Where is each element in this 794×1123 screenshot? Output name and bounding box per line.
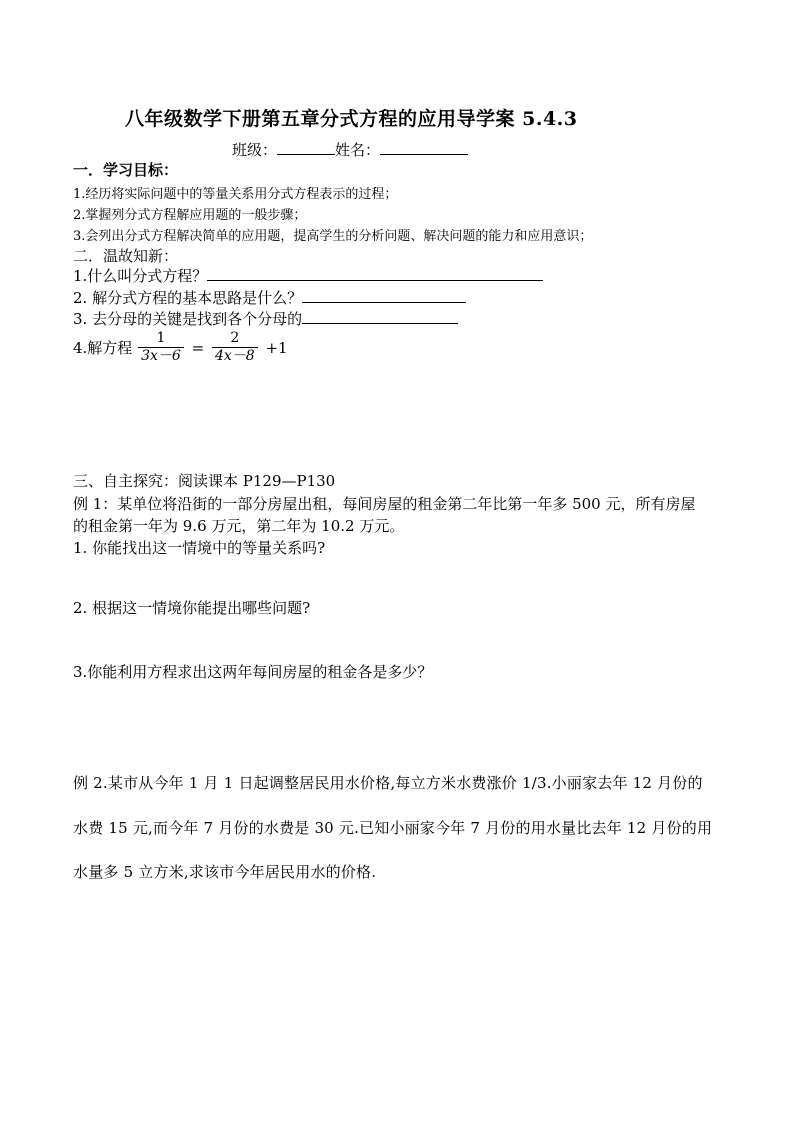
example2-line-2: 水费 15 元,而今年 7 月份的水费是 30 元.已知小丽家今年 7 月份的用水量比去年 12 月份的用 (73, 819, 713, 837)
class-label: 班级： (232, 141, 278, 159)
review-answer-blank-1[interactable] (207, 266, 543, 281)
example1-line-2: 的租金第一年为 9.6 万元，第二年为 10.2 万元。 (73, 517, 405, 535)
name-label: 姓名： (335, 141, 381, 159)
explore-question-2: 2. 根据这一情境你能提出哪些问题? (73, 599, 311, 617)
example1-line-1: 例 1：某单位将沿街的一部分房屋出租，每间房屋的租金第二年比第一年多 500 元，所有房屋 (73, 495, 696, 513)
review-answer-blank-3[interactable] (302, 309, 458, 324)
example2-line-1: 例 2.某市从今年 1 月 1 日起调整居民用水价格,每立方米水费涨价 1/3.小丽家去年 12 月份的 (73, 774, 703, 792)
student-info-line (232, 139, 468, 160)
equation-plus-one: +1 (265, 338, 288, 357)
explore-question-1: 1. 你能找出这一情境中的等量关系吗? (73, 539, 326, 557)
goal-item-1: 1.经历将实际问题中的等量关系用分式方程表示的过程； (73, 187, 398, 202)
class-blank[interactable] (277, 140, 335, 155)
section-explore-heading: 三、自主探究：阅读课本 P129—P130 (73, 472, 336, 490)
goal-item-2: 2.掌握列分式方程解应用题的一般步骤； (73, 208, 307, 223)
goal-item-3: 3.会列出分式方程解决简单的应用题，提高学生的分析问题、解决问题的能力和应用意识； (73, 229, 593, 244)
review-question-1: 1.什么叫分式方程？ (73, 265, 543, 286)
section-learning-goals-heading: 一．学习目标： (73, 161, 179, 179)
section-review-heading: 二．温故知新： (73, 247, 179, 265)
review-question-3: 3. 去分母的关键是找到各个分母的 (73, 308, 458, 329)
page-title: 八年级数学下册第五章分式方程的应用导学案 5.4.3 (125, 108, 578, 130)
explore-question-3: 3.你能利用方程求出这两年每间房屋的租金各是多少？ (73, 663, 433, 681)
review-question-4: 4.解方程 $\frac{1}{3x-6}$ = $\frac{2}{4x-8}$ +1 (73, 330, 288, 364)
equation-lhs-fraction: $\frac{1}{3x-6}$ (138, 330, 184, 365)
example2-line-3: 水量多 5 立方米,求该市今年居民用水的价格. (73, 863, 377, 881)
review-question-2: 2. 解分式方程的基本思路是什么？ (73, 287, 466, 308)
name-blank[interactable] (380, 140, 468, 155)
equation-equals: = (191, 338, 205, 357)
review-answer-blank-2[interactable] (302, 288, 466, 303)
equation-rhs-fraction: $\frac{2}{4x-8}$ (212, 330, 258, 365)
